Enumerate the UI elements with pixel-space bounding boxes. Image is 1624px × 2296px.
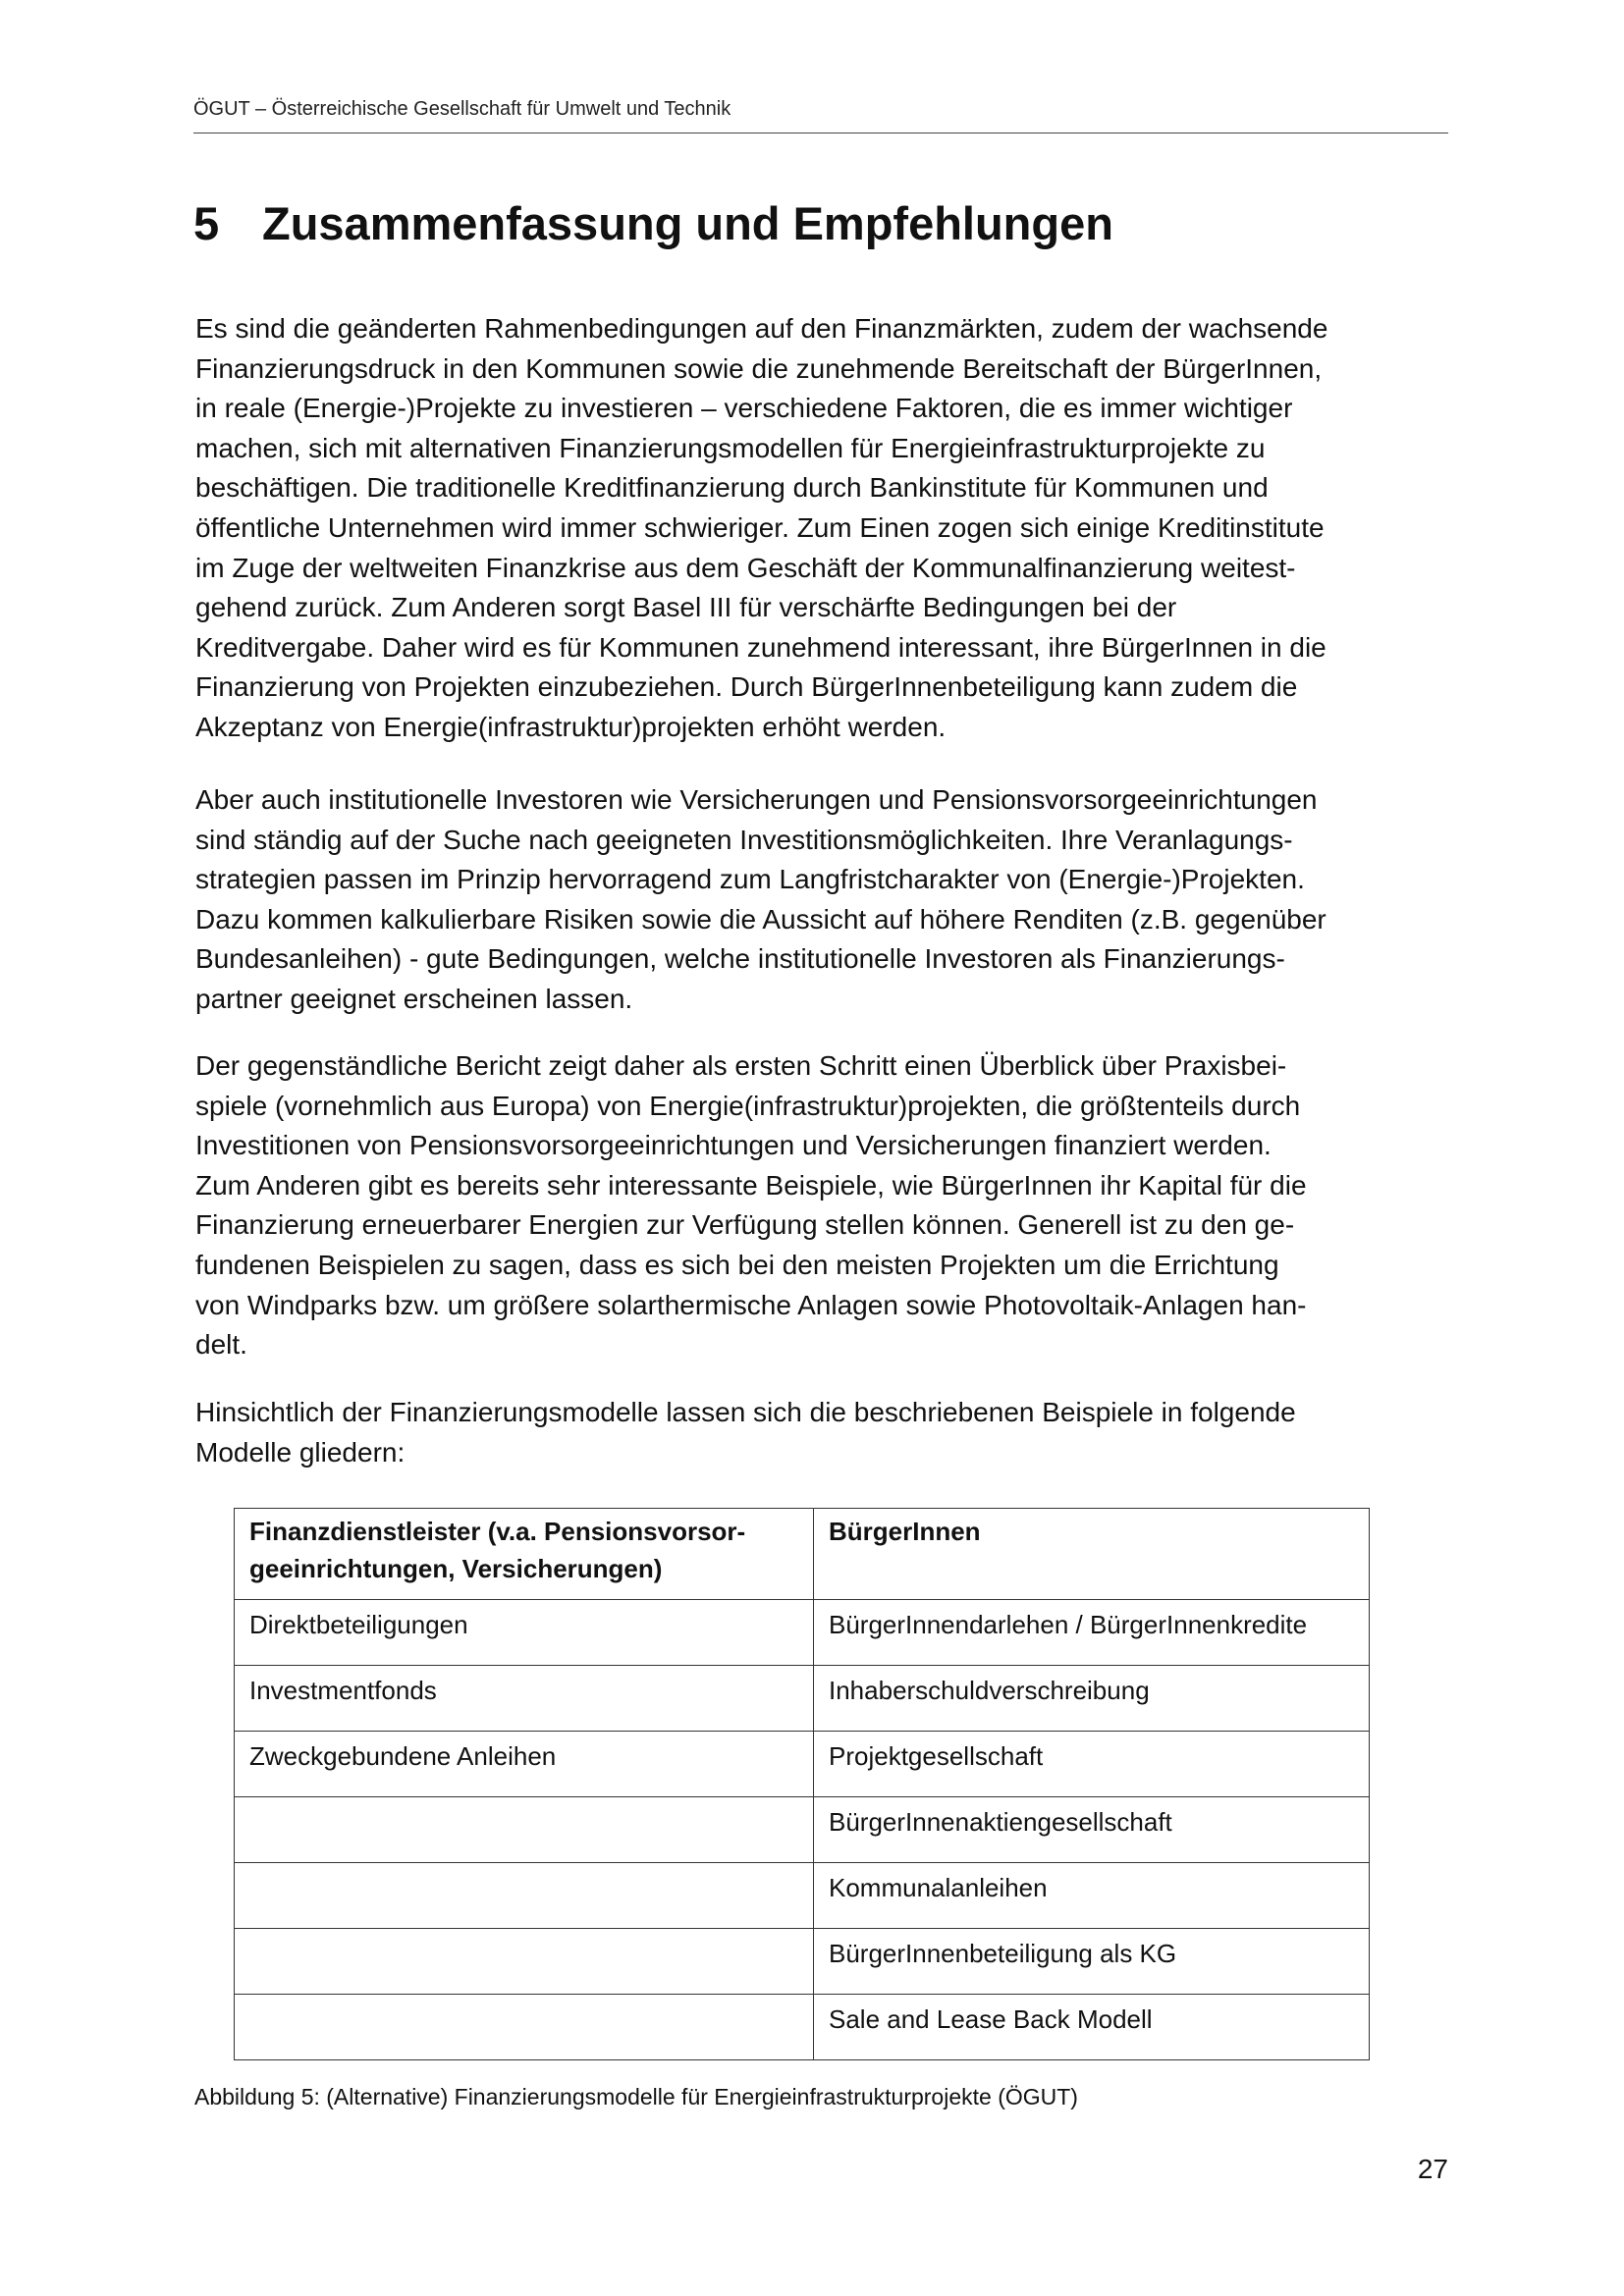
table-cell [235,1995,814,2060]
table-row [235,1863,1370,1929]
section-number: 5 [193,197,220,249]
table-cell: Zweckgebundene Anleihen [235,1732,814,1797]
table-row [235,1600,1370,1666]
section-heading [193,194,1448,253]
header-financial-providers: Finanzdienstleister (v.a. Pensionsvorsor- geeinrichtungen, Versicherungen) [235,1509,814,1600]
table-header-row [235,1509,1370,1600]
table-row [235,1929,1370,1995]
table-cell: Investmentfonds [235,1666,814,1732]
paragraph-3: Der gegenständliche Bericht zeigt daher als ersten Schritt einen Überblick über Praxisbei- spiele (vornehmlich aus Europa) von Energie(infrastruktur)projekten, die größtenteils durch Investitionen von Pensionsvorsorgeeinrichtungen und Versicherungen finanziert werden. Zum Anderen gibt es bereits sehr interessante Beispiele, wie BürgerInnen ihr Kapital für die Finanzierung erneuerbarer Energien zur Verfügung stellen können. Generell ist zu den ge- fundenen Beispielen zu sagen, dass es sich bei den meisten Projekten um die Errichtung von Windparks bzw. um größere solarthermische Anlagen sowie Photovoltaik-Anlagen han- delt. [195,1050,1307,1361]
table-cell: Projektgesellschaft [814,1732,1370,1797]
table-cell: BürgerInnendarlehen / BürgerInnenkredite [814,1600,1370,1666]
header-citizens: BürgerInnen [814,1509,1370,1600]
table-cell: BürgerInnenbeteiligung als KG [814,1929,1370,1995]
financing-models-table [234,1508,1370,2060]
table-cell [235,1797,814,1863]
table-cell: Kommunalanleihen [814,1863,1370,1929]
section-title: Zusammenfassung und Empfehlungen [262,197,1113,249]
table-row [235,1995,1370,2060]
table-cell [235,1929,814,1995]
table-cell: Direktbeteiligungen [235,1600,814,1666]
page-number: 27 [1417,2154,1448,2184]
paragraph-4: Hinsichtlich der Finanzierungsmodelle lassen sich die beschriebenen Beispiele in folgende Modelle gliedern: [195,1397,1296,1468]
table-cell: Inhaberschuldverschreibung [814,1666,1370,1732]
table-cell [235,1863,814,1929]
paragraph-2: Aber auch institutionelle Investoren wie Versicherungen und Pensionsvorsorgeeinrichtungen sind ständig auf der Suche nach geeigneten Investitionsmöglichkeiten. Ihre Veranlagungs- strategien passen im Prinzip hervorragend zum Langfristcharakter von (Energie-)Projekten. Dazu kommen kalkulierbare Risiken sowie die Aussicht auf höhere Renditen (z.B. gegenüber Bundesanleihen) - gute Bedingungen, welche institutionelle Investoren als Finanzierungs- partner geeignet erscheinen lassen. [195,784,1326,1014]
paragraph-1: Es sind die geänderten Rahmenbedingungen auf den Finanzmärkten, zudem der wachsende Finanzierungsdruck in den Kommunen sowie die zunehmende Bereitschaft der BürgerInnen, in reale (Energie-)Projekte zu investieren – verschiedene Faktoren, die es immer wichtiger machen, sich mit alternativen Finanzierungsmodellen für Energieinfrastrukturprojekte zu beschäftigen. Die traditionelle Kreditfinanzierung durch Bankinstitute für Kommunen und öffentliche Unternehmen wird immer schwieriger. Zum Einen zogen sich einige Kreditinstitute im Zuge der weltweiten Finanzkrise aus dem Geschäft der Kommunalfinanzierung weitest- gehend zurück. Zum Anderen sorgt Basel III für verschärfte Bedingungen bei der Kreditvergabe. Daher wird es für Kommunen zunehmend interessant, ihre BürgerInnen in die Finanzierung von Projekten einzubeziehen. Durch BürgerInnenbeteiligung kann zudem die Akzeptanz von Energie(infrastruktur)projekten erhöht werden. [195,313,1328,742]
running-header: ÖGUT – Österreichische Gesellschaft für Umwelt und Technik [193,98,731,120]
table-row [235,1797,1370,1863]
table-row [235,1666,1370,1732]
table-row [235,1732,1370,1797]
figure-caption: Abbildung 5: (Alternative) Finanzierungsmodelle für Energieinfrastrukturprojekte (ÖGUT) [194,2084,1078,2109]
table-cell: BürgerInnenaktiengesellschaft [814,1797,1370,1863]
table-cell: Sale and Lease Back Modell [814,1995,1370,2060]
